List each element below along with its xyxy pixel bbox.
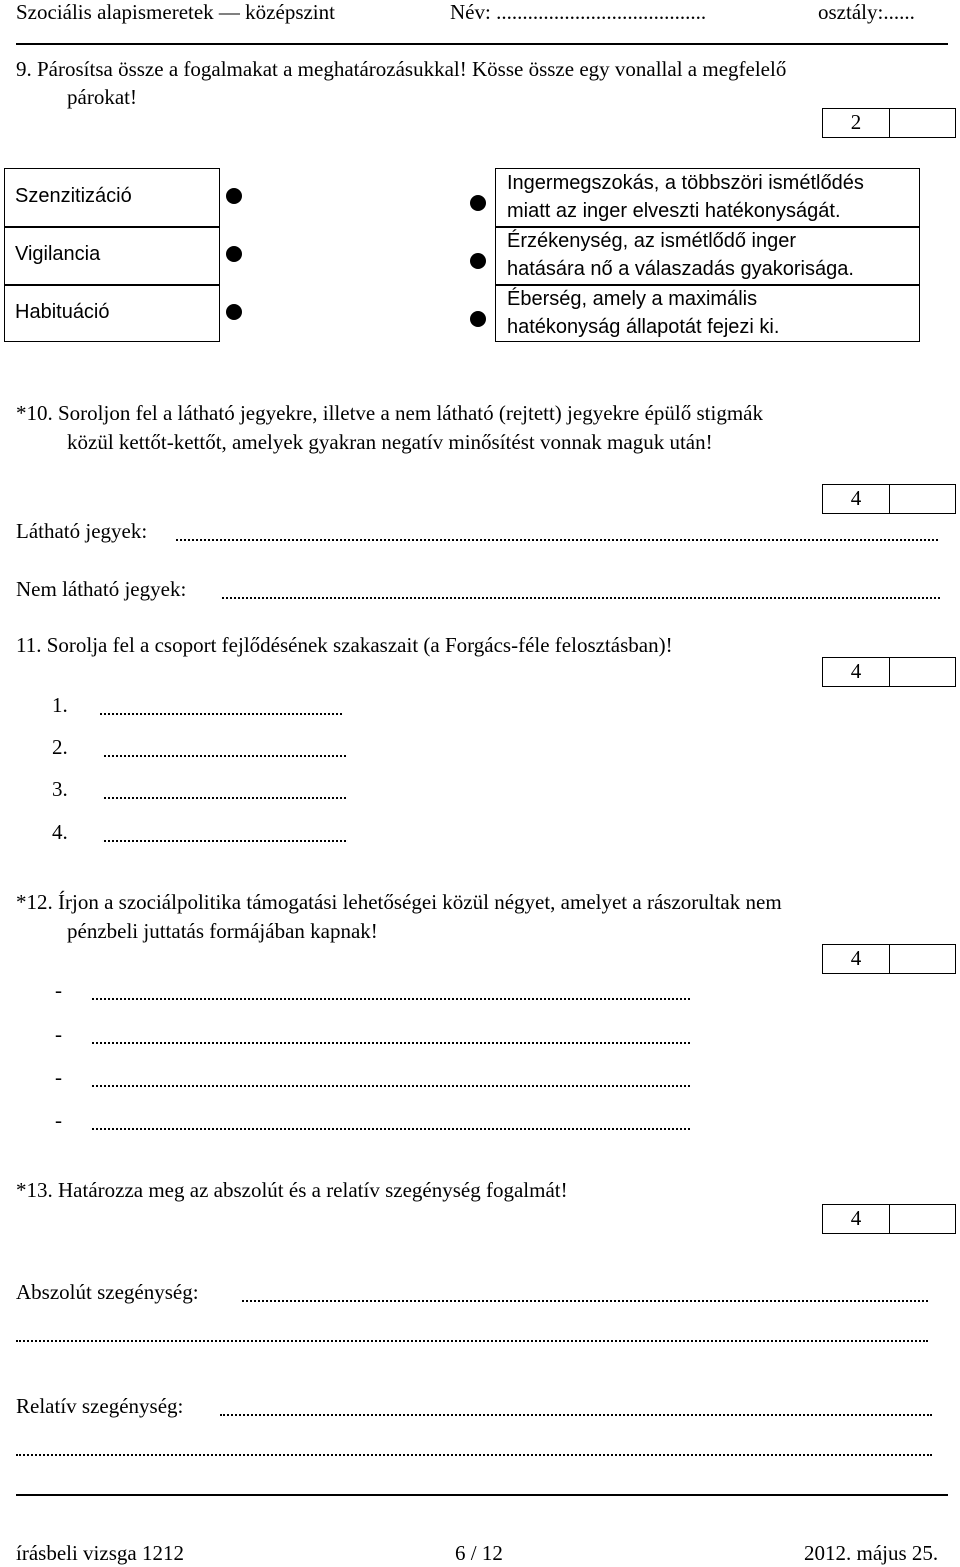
q9-definition-2-line1: Érzékenység, az ismétlődő inger: [507, 230, 797, 252]
q13-score-field[interactable]: [890, 1205, 955, 1233]
q11-score-box: [822, 657, 956, 687]
q12-item-answer-line[interactable]: [92, 1085, 690, 1087]
header-name: Név: ........................................: [450, 0, 707, 24]
q9-text-line1: 9. Párosítsa össze a fogalmakat a meghatározásukkal! Kösse össze egy vonallal a megfelelő: [16, 57, 787, 81]
q12-points: 4: [823, 945, 890, 973]
q13-points: 4: [823, 1205, 890, 1233]
q12-item-answer-line[interactable]: [92, 998, 690, 1000]
q12-item-dash: -: [55, 978, 62, 1002]
q11-item-number: 4.: [52, 820, 68, 844]
q12-item-dash: -: [55, 1022, 62, 1046]
q11-item-answer-line[interactable]: [100, 713, 342, 715]
q11-score-field[interactable]: [890, 658, 955, 686]
q13-absolute-answer-line[interactable]: [242, 1300, 928, 1302]
q9-points: 2: [823, 109, 890, 137]
q13-absolute-label: Abszolút szegénység:: [16, 1280, 199, 1304]
q9-def-2-dot[interactable]: [470, 253, 486, 269]
q9-definition-1-line1: Ingermegszokás, a többszöri ismétlődés: [507, 172, 864, 194]
q9-term-2: Vigilancia: [15, 243, 101, 265]
header-class: osztály:......: [818, 0, 915, 24]
footer-page-number: 6 / 12: [455, 1541, 503, 1565]
q11-item-answer-line[interactable]: [104, 755, 346, 757]
q12-score-box: [822, 944, 956, 974]
q10-score-box: [822, 484, 956, 514]
q10-text-line1: *10. Soroljon fel a látható jegyekre, illetve a nem látható (rejtett) jegyekre épülő stigmák: [16, 401, 763, 425]
q9-definition-2-line2: hatására nő a válaszadás gyakorisága.: [507, 258, 854, 280]
q13-score-box: [822, 1204, 956, 1234]
q12-text-line2: pénzbeli juttatás formájában kapnak!: [67, 919, 378, 943]
q9-score-box: [822, 108, 956, 138]
q12-score-field[interactable]: [890, 945, 955, 973]
q9-definition-1-line2: miatt az inger elveszti hatékonyságát.: [507, 200, 841, 222]
q11-points: 4: [823, 658, 890, 686]
q9-term-1: Szenzitizáció: [15, 185, 132, 207]
q9-def-1-dot[interactable]: [470, 195, 486, 211]
q11-item-number: 3.: [52, 777, 68, 801]
q12-item-answer-line[interactable]: [92, 1042, 690, 1044]
q12-item-dash: -: [55, 1065, 62, 1089]
divider: [5, 226, 219, 228]
q9-term-2-dot[interactable]: [226, 246, 242, 262]
q10-points: 4: [823, 485, 890, 513]
q9-term-3: Habituáció: [15, 301, 110, 323]
header-rule: [16, 43, 948, 45]
q13-absolute-answer-line-2[interactable]: [16, 1340, 928, 1342]
q11-item-answer-line[interactable]: [104, 840, 346, 842]
q9-term-3-dot[interactable]: [226, 304, 242, 320]
q13-relative-answer-line-2[interactable]: [16, 1454, 932, 1456]
q9-def-3-dot[interactable]: [470, 311, 486, 327]
q11-item-answer-line[interactable]: [104, 797, 346, 799]
q9-score-field[interactable]: [890, 109, 955, 137]
q13-text: *13. Határozza meg az abszolút és a relatív szegénység fogalmát!: [16, 1178, 568, 1202]
q10-visible-answer-line[interactable]: [176, 539, 938, 541]
q10-text-line2: közül kettőt-kettőt, amelyek gyakran negatív minősítést vonnak maguk után!: [67, 430, 713, 454]
divider: [5, 284, 219, 286]
q10-hidden-answer-line[interactable]: [222, 597, 940, 599]
q9-term-1-dot[interactable]: [226, 188, 242, 204]
q12-text-line1: *12. Írjon a szociálpolitika támogatási lehetőségei közül négyet, amelyet a rászorultak nem: [16, 890, 782, 914]
header-subject: Szociális alapismeretek — középszint: [16, 0, 335, 24]
q13-relative-answer-line[interactable]: [220, 1414, 932, 1416]
q12-item-dash: -: [55, 1108, 62, 1132]
q9-definition-3-line2: hatékonyság állapotát fejezi ki.: [507, 316, 780, 338]
q11-text: 11. Sorolja fel a csoport fejlődésének szakaszait (a Forgács-féle felosztásban)!: [16, 633, 673, 657]
q12-item-answer-line[interactable]: [92, 1128, 690, 1130]
q9-text-line2: párokat!: [67, 85, 137, 109]
q10-hidden-label: Nem látható jegyek:: [16, 577, 187, 601]
q13-relative-label: Relatív szegénység:: [16, 1394, 184, 1418]
q10-score-field[interactable]: [890, 485, 955, 513]
footer-date: 2012. május 25.: [804, 1541, 939, 1565]
footer-exam-id: írásbeli vizsga 1212: [16, 1541, 184, 1565]
footer-rule: [16, 1494, 948, 1496]
q11-item-number: 1.: [52, 693, 68, 717]
q11-item-number: 2.: [52, 735, 68, 759]
q10-visible-label: Látható jegyek:: [16, 519, 148, 543]
q9-definition-3-line1: Éberség, amely a maximális: [507, 288, 758, 310]
